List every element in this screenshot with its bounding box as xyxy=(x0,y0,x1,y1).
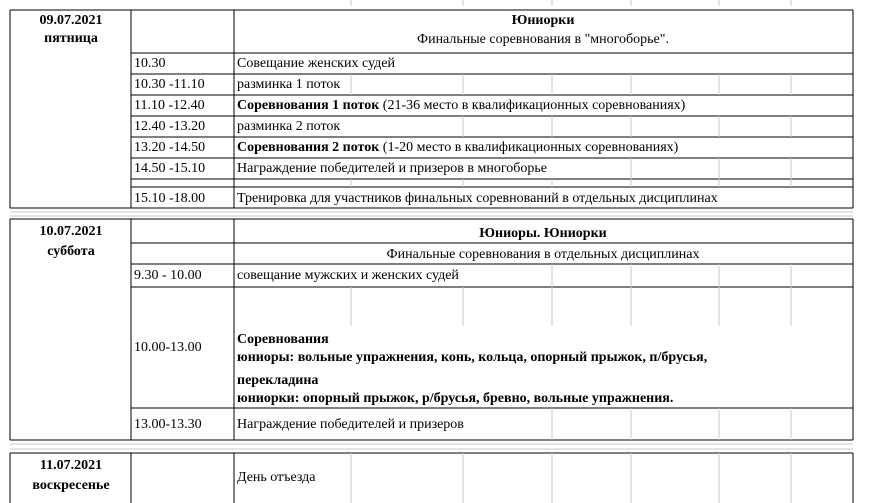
day-1-row-3-event xyxy=(237,97,685,114)
day-2-row-2-line-1: Соревнования xyxy=(237,332,329,347)
day-1-row-7-time: 15.10 -18.00 xyxy=(134,191,206,206)
day-1-row-7-event: Тренировка для участников финальных соревнований в отдельных дисциплинах xyxy=(237,191,718,206)
day-1-date: 09.07.2021 xyxy=(39,13,103,28)
day-1-row-6-time: 14.50 -15.10 xyxy=(134,161,206,176)
day-2-subtitle: Финальные соревнования в отдельных дисциплинах xyxy=(386,247,700,262)
day-1-row-3-time: 11.10 -12.40 xyxy=(134,98,205,113)
day-1-row-4-event: разминка 2 поток xyxy=(237,119,341,134)
day-2-row-2-time: 10.00-13.00 xyxy=(134,340,202,355)
day-1-row-6-event: Награждение победителей и призеров в многоборье xyxy=(237,161,547,176)
day-1-row-5-time: 13.20 -14.50 xyxy=(134,140,206,155)
day-1-row-2-time: 10.30 -11.10 xyxy=(134,77,205,92)
day-2-row-3-event: Награждение победителей и призеров xyxy=(237,417,464,432)
day-1-subtitle: Финальные соревнования в "многоборье". xyxy=(417,32,669,47)
day-2-row-1-event: совещание мужских и женских судей xyxy=(237,268,459,283)
day-2-row-2-line-2: юниоры: вольные упражнения, конь, кольца, опорный прыжок, п/брусья, xyxy=(237,350,708,365)
day-1-row-5-event-bold: Соревнования 2 поток xyxy=(237,140,380,155)
day-1-weekday: пятница xyxy=(44,31,98,46)
day-1-row-2-event: разминка 1 поток xyxy=(237,77,341,92)
day-3-date: 11.07.2021 xyxy=(39,458,103,473)
day-2-weekday: суббота xyxy=(47,244,95,259)
day-2-title: Юниоры. Юниорки xyxy=(479,226,607,241)
day-1-row-4-time: 12.40 -13.20 xyxy=(134,119,206,134)
day-3-event: День отъезда xyxy=(237,470,316,485)
day-2-date: 10.07.2021 xyxy=(39,224,103,239)
day-2-row-2-line-3: перекладина xyxy=(237,373,319,388)
day-1-row-5-event xyxy=(237,139,678,156)
day-1-row-1-time: 10.30 xyxy=(134,56,166,71)
day-1-row-1-event: Совещание женских судей xyxy=(237,56,395,71)
day-1-row-3-event-rest: (21-36 место в квалификационных соревнованиях) xyxy=(379,98,686,113)
day-2-row-3-time: 13.00-13.30 xyxy=(134,417,202,432)
day-3-weekday: воскресенье xyxy=(32,478,110,493)
day-1-title: Юниорки xyxy=(511,13,575,28)
day-2-row-2-line-4: юниорки: опорный прыжок, р/брусья, бревно, вольные упражнения. xyxy=(237,391,674,406)
day-2-row-1-time: 9.30 - 10.00 xyxy=(134,268,202,283)
day-1-row-3-event-bold: Соревнования 1 поток xyxy=(237,98,380,113)
day-1-row-5-event-rest: (1-20 место в квалификационных соревнованиях) xyxy=(379,140,679,155)
